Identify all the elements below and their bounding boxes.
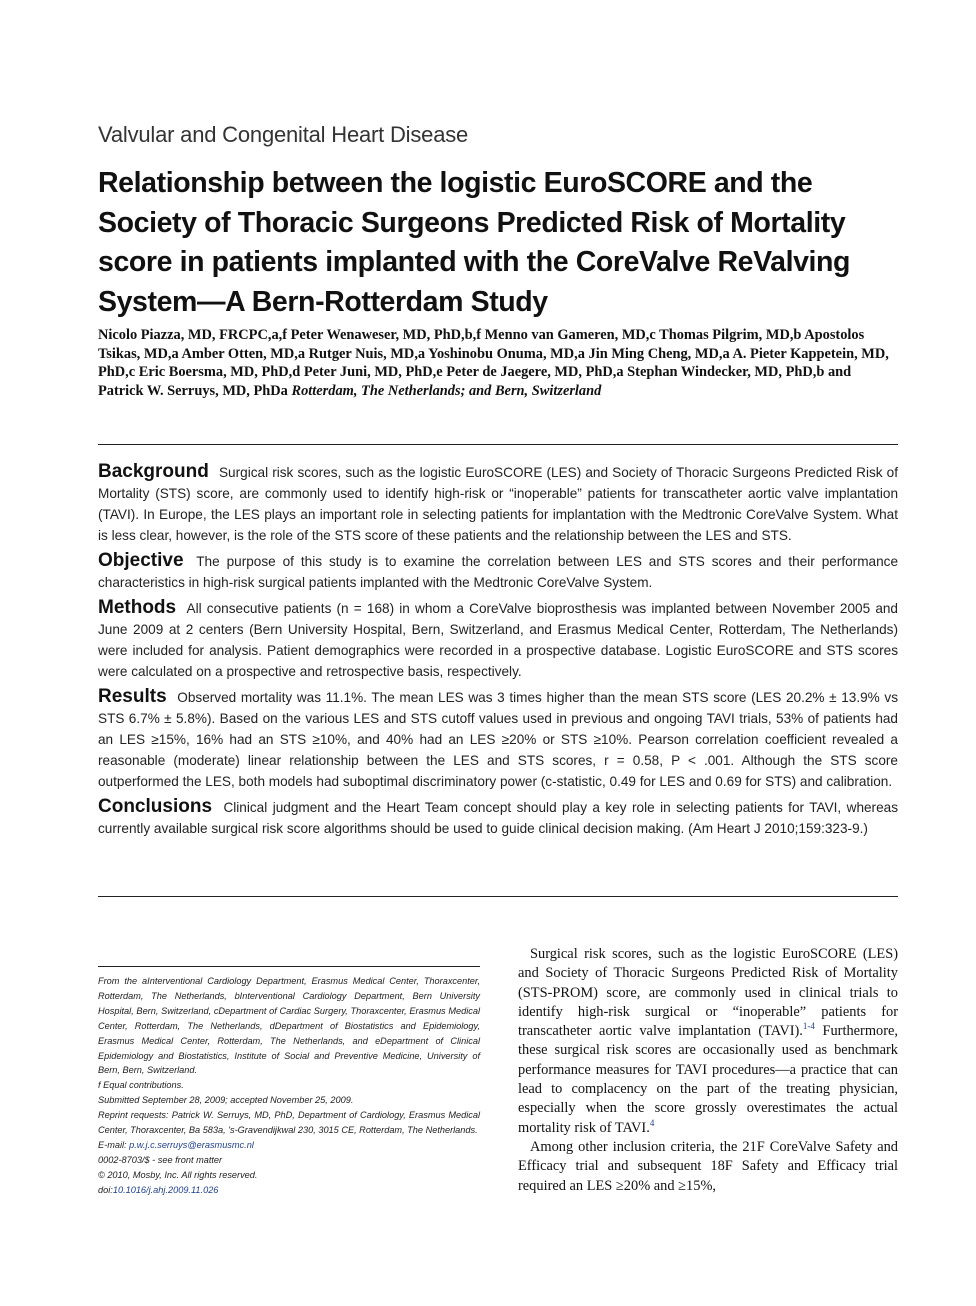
background-text: Surgical risk scores, such as the logistic EuroSCORE (LES) and Society of Thoracic Surgeons Predicted Risk of Mortality (STS) score, are commonly used to identify high-risk or “inoperable” patients for transcatheter aortic valve implantation (TAVI). In Europe, the LES plays an important role in selecting patients for implantation with the Medtronic CoreValve System. What is less clear, however, is the role of the STS score of these patients and the relationship between the LES and STS. bbox=[98, 465, 899, 543]
objective-heading: Objective bbox=[98, 550, 184, 571]
body-text-span: Furthermore, these surgical risk scores are occasionally used as benchmark performance measures for TAVI procedures—a practice that can lead to complacency on the part of the treating physician, especially when the score grossly overestimates the actual mortality risk of TAVI. bbox=[518, 1023, 898, 1136]
abstract-results bbox=[98, 686, 898, 792]
footnote-issn: 0002-8703/$ - see front matter bbox=[98, 1154, 223, 1165]
abstract-objective bbox=[98, 550, 898, 593]
conclusions-heading: Conclusions bbox=[98, 796, 213, 817]
article-title: Relationship between the logistic EuroSCORE and the Society of Thoracic Surgeons Predicted Risk of Mortality score in patients implanted with the CoreValve ReValving System—A Bern-Rotterdam Study bbox=[98, 167, 851, 318]
email-link[interactable]: p.w.j.c.serruys@erasmusmc.nl bbox=[129, 1139, 254, 1150]
reference-link[interactable]: 4 bbox=[649, 1117, 655, 1128]
abstract bbox=[98, 461, 898, 843]
author-location: Rotterdam, The Netherlands; and Bern, Switzerland bbox=[291, 382, 602, 399]
methods-heading: Methods bbox=[98, 597, 177, 618]
methods-text: All consecutive patients (n = 168) in whom a CoreValve bioprosthesis was implanted between November 2005 and June 2009 at 2 centers (Bern University Hospital, Bern, Switzerland, and Erasmus Medical Center, Rotterdam, The Netherlands) were included for analysis. Patient demographics were recorded in a prospective database. Logistic EuroSCORE and STS scores were calculated on a prospective and retrospective basis, respectively. bbox=[98, 601, 898, 679]
author-names: Nicolo Piazza, MD, FRCPC,a,f Peter Wenaweser, MD, PhD,b,f Menno van Gameren, MD,c Thomas Pilgrim, MD,b Apostolos Tsikas, MD,a Amber Otten, MD,a Rutger Nuis, MD,a Yoshinobu Onuma, MD,a Jin Ming Cheng, MD,a A. Pieter Kappetein, MD, PhD,c Eric Boersma, MD, PhD,d Peter Juni, MD, PhD,e Peter de Jaegere, MD, PhD,a Stephan Windecker, MD, PhD,b and Patrick W. Serruys, MD, PhDa bbox=[98, 327, 889, 399]
footnote-email bbox=[98, 1138, 480, 1153]
email-label: E-mail: bbox=[98, 1139, 130, 1150]
results-heading: Results bbox=[98, 686, 167, 707]
footnotes bbox=[98, 974, 480, 1198]
abstract-conclusions bbox=[98, 796, 898, 839]
results-text: Observed mortality was 11.1%. The mean LES was 3 times higher than the mean STS score (LES 20.2% ± 13.9% vs STS 6.7% ± 5.8%). Based on the various LES and STS cutoff values used in previous and ongoing TAVI trials, 53% of patients had an LES ≥15%, 16% had an STS ≥10%, and 40% had an LES ≥20% or STS ≥10%. Pearson correlation coefficient revealed a reasonable (moderate) linear relationship between the LES and STS scores, r = 0.58, P < .001. Although the STS score outperformed the LES, both models had suboptimal discriminatory power (c-statistic, 0.49 for LES and 0.69 for STS) and calibration. bbox=[98, 690, 898, 789]
abstract-background bbox=[98, 461, 898, 546]
abstract-methods bbox=[98, 597, 898, 682]
doi-label: doi: bbox=[98, 1184, 113, 1195]
footnote-rule bbox=[98, 966, 480, 967]
footnote-submitted: Submitted September 28, 2009; accepted November 25, 2009. bbox=[98, 1095, 354, 1106]
footnote-reprint: Reprint requests: Patrick W. Serruys, MD, PhD, Department of Cardiology, Erasmus Medical Center, Thoraxcenter, Ba 583a, 's-Gravendijkwal 230, 3015 CE, Rotterdam, The Netherlands. bbox=[98, 1110, 480, 1136]
body-paragraph: Among other inclusion criteria, the 21F CoreValve Safety and Efficacy trial and subsequent 18F Safety and Efficacy trial required an LES ≥20% and ≥15%, bbox=[518, 1138, 898, 1194]
author-list bbox=[98, 326, 898, 400]
doi-link[interactable]: 10.1016/j.ahj.2009.11.026 bbox=[112, 1184, 219, 1195]
abstract-bottom-rule bbox=[98, 896, 898, 897]
footnote-affiliations: From the aInterventional Cardiology Department, Erasmus Medical Center, Thoraxcenter, Rotterdam, The Netherlands, bInterventional Cardiology Department, Bern University Hospital, Bern, Switzerland, cDepartment of Cardiac Surgery, Thoraxcenter, Erasmus Medical Center, Rotterdam, The Netherlands, dDepartment of Biostatistics and Epidemiology, Erasmus Medical Center, Rotterdam, The Netherlands, and eDepartment of Clinical Epidemiology and Biostatistics, Institute of Social and Preventive Medicine, University of Bern, Bern, Switzerland. bbox=[98, 976, 480, 1076]
abstract-top-rule bbox=[98, 444, 898, 445]
body-paragraph bbox=[518, 945, 898, 1138]
footnote-copyright: © 2010, Mosby, Inc. All rights reserved. bbox=[98, 1169, 258, 1180]
section-heading: Valvular and Congenital Heart Disease bbox=[98, 122, 469, 147]
reference-link[interactable]: 1-4 bbox=[802, 1021, 815, 1032]
body-text-span: Surgical risk scores, such as the logistic EuroSCORE (LES) and Society of Thoracic Surgeons Predicted Risk of Mortality (STS-PROM) score, are commonly used in clinical trials to identify high-risk surgical or “inoperable” patients for transcatheter aortic valve implantation (TAVI). bbox=[518, 946, 898, 1040]
conclusions-text: Clinical judgment and the Heart Team concept should play a key role in selecting patients for TAVI, whereas currently available surgical risk score algorithms should be used to guide clinical decision making. (Am Heart J 2010;159:323-9.) bbox=[98, 800, 899, 836]
objective-text: The purpose of this study is to examine the correlation between LES and STS scores and their performance characteristics in high-risk surgical patients implanted with the Medtronic CoreValve System. bbox=[98, 554, 899, 590]
background-heading: Background bbox=[98, 461, 209, 482]
footnote-doi bbox=[98, 1183, 480, 1198]
body-text bbox=[518, 945, 898, 1196]
footnote-equal: f Equal contributions. bbox=[98, 1080, 184, 1091]
